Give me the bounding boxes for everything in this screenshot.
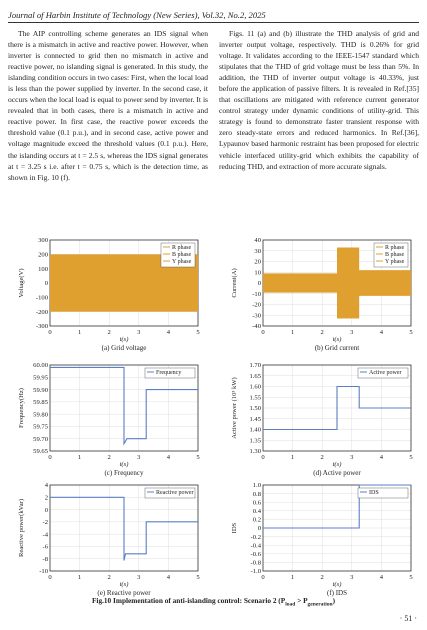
x-tick-label: 1: [77, 454, 82, 461]
y-axis-label: IDS: [231, 522, 238, 534]
chart-subtitle: (a) Grid voltage: [101, 344, 147, 352]
y-tick-label: -300: [35, 323, 48, 331]
x-tick-label: 4: [166, 329, 171, 336]
y-tick-label: -10: [252, 290, 261, 298]
x-tick-label: 0: [48, 454, 52, 461]
y-tick-label: -10: [39, 568, 48, 576]
x-tick-label: 2: [107, 329, 111, 336]
y-tick-label: 59.90: [33, 386, 48, 394]
x-axis-label: t(s): [332, 336, 342, 343]
x-tick-label: 0: [261, 574, 265, 581]
y-tick-label: 59.85: [33, 399, 48, 407]
legend-label: IDS: [369, 490, 379, 496]
y-tick-label: 1.30: [249, 448, 261, 456]
y-tick-label: 0.2: [252, 516, 261, 524]
y-tick-label: 59.75: [33, 423, 48, 431]
page-number: · 51 ·: [399, 614, 417, 623]
y-tick-label: 59.95: [33, 374, 48, 382]
caption-mid: > P: [295, 596, 308, 605]
y-tick-label: -40: [252, 323, 261, 331]
y-tick-label: -8: [42, 555, 48, 563]
x-tick-label: 1: [77, 574, 82, 581]
y-tick-label: 20: [254, 258, 261, 266]
paragraph: Figs. 11 (a) and (b) illustrate the THD analysis of grid and inverter output voltage, respectively. THD is 0.26% for grid voltage. It validates according to the IEEE-1547 standard which stipulates that the THD of grid voltage must be less than 5%. In addition, the THD of inverter output voltage is 40.33%, just before the application of passive filters. It is revealed in Ref.[35] that oscillations are mitigated with reference current generator control strategy under dynamic conditions of utility-grid. This strategy is found to demonstrate faster transient response with zero steady-state errors and reduced harmonics. In Ref.[36], Lypaunov based harmonic restraint has been proposed for electric vehicle interfaced utility-grid which exhibits the capability of reducing THD, and extraction of more accurate signals.: [219, 29, 419, 171]
figure-caption: [0, 596, 427, 607]
y-tick-label: 60.00: [33, 362, 48, 370]
x-tick-label: 2: [107, 574, 111, 581]
caption-sub-generation: generation: [307, 601, 333, 608]
y-tick-label: 0: [257, 525, 261, 533]
right-column: [219, 28, 419, 172]
chart-subtitle: (c) Frequency: [104, 469, 144, 477]
chart-c: [0, 357, 213, 485]
chart-f: [213, 477, 426, 608]
figure-10: [0, 232, 427, 602]
y-tick-label: 1.65: [249, 372, 261, 380]
x-tick-label: 4: [379, 329, 384, 336]
y-tick-label: 0.4: [252, 508, 261, 515]
x-tick-label: 3: [137, 329, 141, 336]
x-tick-label: 3: [350, 329, 354, 336]
x-tick-label: 3: [137, 454, 141, 461]
x-tick-label: 3: [137, 574, 141, 581]
x-tick-label: 4: [379, 454, 384, 461]
x-tick-label: 0: [48, 329, 52, 336]
chart-d: [213, 357, 426, 485]
journal-header: [8, 4, 419, 23]
y-tick-label: 59.70: [33, 435, 48, 443]
legend-label: R phase: [385, 245, 405, 251]
x-axis-label: t(s): [119, 461, 129, 468]
chart-subtitle: (e) Reactive power: [97, 589, 151, 597]
x-tick-label: 0: [261, 454, 265, 461]
x-tick-label: 5: [409, 329, 413, 336]
chart-e: [0, 477, 213, 605]
legend-label: Y phase: [385, 259, 405, 265]
x-axis-label: t(s): [119, 336, 129, 343]
chart-a: [0, 232, 213, 362]
paragraph: The AIP controlling scheme generates an IDS signal when there is a mismatch in active and reactive power. However, when inverter is connected to grid then no mismatch in active and reactive power, no islanding signal is generated. In this study, the islanding condition occurs in two cases: First, when the local load is less than the power supplied by inverter. In the second case, it occurs when the local load is equal to power send by inverter. It is revealed that in both cases, there is a mismatch in active and reactive power. In first case, the reactive power exceeds the threshold value (0.1 p.u.), and in second case, active power and voltage magnitude exceed the threshold values (0.1 p.u.). Here, the islanding occurs at t = 2.5 s, whereas the IDS signal generates at t = 3.25 s i.e. after t = 0.75 s, which is the detection time, as shown in Fig. 10 (f).: [8, 29, 208, 182]
y-tick-label: -100: [35, 294, 48, 302]
y-tick-label: 4: [44, 482, 48, 490]
series-line: [50, 497, 198, 560]
y-tick-label: -20: [252, 301, 261, 309]
y-tick-label: 0: [257, 280, 261, 288]
legend-label: Reactive power: [156, 490, 194, 496]
x-tick-label: 5: [196, 574, 200, 581]
legend-label: R phase: [172, 245, 192, 251]
legend-label: Frequency: [156, 370, 182, 376]
y-tick-label: 0: [44, 280, 48, 288]
x-tick-label: 2: [320, 574, 324, 581]
x-tick-label: 3: [350, 454, 354, 461]
y-tick-label: -1.0: [250, 568, 261, 576]
caption-end: ): [332, 596, 336, 605]
caption-text: Fig.10 Implementation of anti-islanding control: Scenario 2 (P: [91, 596, 286, 605]
y-axis-label: Frequency(Hz): [18, 388, 25, 428]
y-tick-label: 10: [254, 269, 261, 277]
y-tick-label: 0.8: [252, 490, 261, 498]
y-tick-label: 30: [254, 247, 261, 255]
y-tick-label: -6: [42, 543, 48, 551]
x-tick-label: 2: [320, 329, 324, 336]
y-tick-label: 1.45: [249, 415, 261, 423]
chart-b: [213, 232, 426, 362]
y-tick-label: 300: [38, 237, 48, 245]
y-tick-label: 1.40: [249, 426, 261, 434]
x-axis-label: t(s): [119, 581, 129, 588]
x-axis-label: t(s): [332, 461, 342, 468]
x-tick-label: 0: [48, 574, 52, 581]
x-tick-label: 0: [261, 329, 265, 336]
x-tick-label: 4: [166, 454, 171, 461]
journal-title: Journal of Harbin Institute of Technology (New Series), Vol.32, No.2, 2025: [8, 10, 266, 20]
y-axis-label: Active power (10³ kW): [231, 377, 238, 439]
y-tick-label: -0.6: [250, 551, 261, 558]
y-tick-label: 1.0: [252, 482, 261, 490]
y-tick-label: -0.2: [250, 533, 261, 541]
y-tick-label: 0: [44, 506, 48, 514]
x-tick-label: 2: [320, 454, 324, 461]
x-tick-label: 1: [77, 329, 82, 336]
x-tick-label: 2: [107, 454, 111, 461]
y-tick-label: 2: [44, 494, 48, 502]
y-tick-label: -0.8: [250, 559, 261, 567]
y-axis-label: Current(A): [231, 268, 238, 298]
legend-label: B phase: [385, 252, 405, 258]
x-tick-label: 3: [350, 574, 354, 581]
x-tick-label: 4: [166, 574, 171, 581]
series-line: [50, 367, 198, 443]
x-tick-label: 5: [196, 329, 200, 336]
y-tick-label: -30: [252, 312, 261, 320]
x-tick-label: 1: [290, 329, 295, 336]
y-tick-label: 1.70: [249, 362, 261, 370]
legend-label: Active power: [369, 370, 402, 376]
x-tick-label: 1: [290, 454, 295, 461]
legend-box: [358, 488, 408, 498]
y-tick-label: 1.50: [249, 405, 261, 413]
y-tick-label: 0.6: [252, 499, 261, 507]
y-tick-label: -0.4: [250, 542, 261, 550]
x-tick-label: 5: [196, 454, 200, 461]
y-tick-label: 40: [254, 237, 261, 245]
caption-sub-load: load: [285, 601, 296, 608]
x-tick-label: 4: [379, 574, 384, 581]
y-tick-label: 1.55: [249, 394, 261, 402]
chart-subtitle: (d) Active power: [313, 469, 361, 477]
y-tick-label: -2: [42, 519, 48, 527]
x-axis-label: t(s): [332, 581, 342, 588]
y-tick-label: 59.65: [33, 448, 48, 456]
y-axis-label: Voltage(V): [18, 268, 25, 298]
y-axis-label: Reactive power(kVar): [18, 498, 25, 558]
y-tick-label: 1.35: [249, 437, 261, 445]
x-tick-label: 5: [409, 574, 413, 581]
x-tick-label: 1: [290, 574, 295, 581]
y-tick-label: -4: [42, 531, 48, 539]
left-column: [8, 28, 208, 183]
y-tick-label: 59.80: [33, 411, 48, 419]
chart-subtitle: (b) Grid current: [314, 344, 360, 352]
y-tick-label: 1.60: [249, 383, 261, 391]
y-tick-label: -200: [35, 308, 48, 316]
y-tick-label: 200: [38, 251, 48, 259]
chart-subtitle: (f) IDS: [326, 589, 348, 597]
x-tick-label: 5: [409, 454, 413, 461]
legend-label: B phase: [172, 252, 192, 258]
y-tick-label: 100: [38, 265, 48, 273]
legend-label: Y phase: [172, 259, 192, 265]
